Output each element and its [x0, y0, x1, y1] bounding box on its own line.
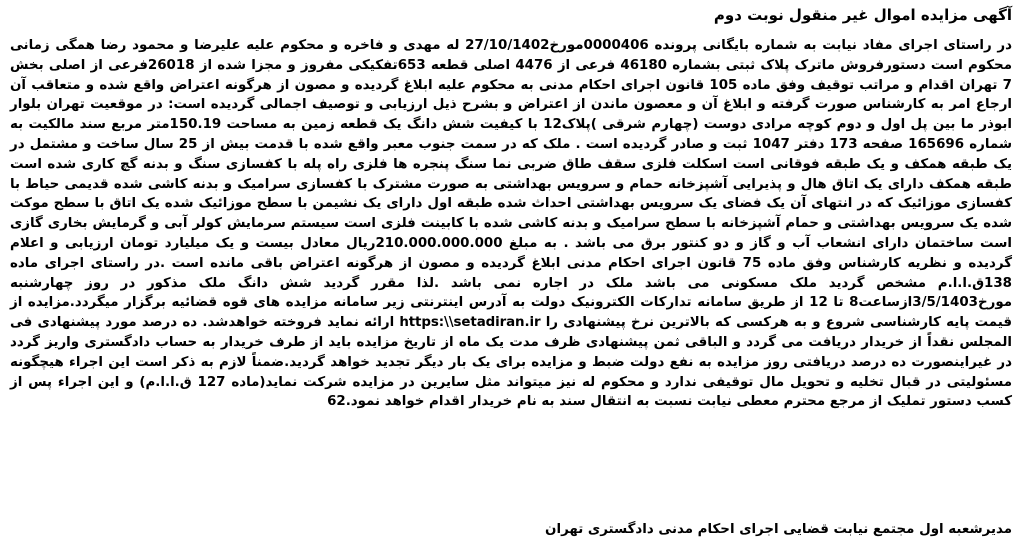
notice-title: آگهی مزایده اموال غیر منقول نوبت دوم [713, 6, 1012, 24]
notice-signature: مدیرشعبه اول مجتمع نیابت قضایی اجرای احکام مدنی دادگستری تهران [545, 522, 1012, 537]
auction-notice [8, 4, 1016, 546]
notice-body: در راستای اجرای مفاد نیابت به شماره بایگانی پرونده 0000406مورخ27/10/1402 له مهدی و فاخره و محکوم علیه علیرضا و محمود رضا همگی زمانی محکوم است دستورفروش ماترک پلاک ثبتی بشماره 46180 فرعی از 4476 اصلی قطعه 653تفکیکی مفروز و مجزا شده از 26018فرعی از اصلی بخش 7 تهران اقدام و مراتب توقیف وفق ماده 105 قانون اجرای احکام مدنی به محکوم علیه ابلاغ گردیده و مصون از هرگونه اعتراض واقع شده و متعاقب آن ارجاع امر به کارشناس صورت گرفته و ابلاغ آن و معصون ماندن از اعتراض و بشرح ذیل ارزیابی و توصیف اجمالی گردیده است: در موقعیت تهران بلوار ابوذر ما بین پل اول و دوم کوچه مرادی دوست (چهارم شرقی )پلاک12 با کیفیت شش دانگ یک قطعه زمین به مساحت 150.19متر مربع سند مالکیت به شماره 165696 صفحه 173 دفتر 1047 ثبت و صادر گردیده است . ملک که در سمت جنوب معبر واقع شده با قدمت بیش از 25 سال ساخت و مشتمل در یک طبقه همکف و یک طبقه فوقانی است اسکلت فلزی سقف طاق ضربی نما سنگ پنجره ها فلزی راه پله با کفسازی سنگ و بدنه گچ کاری شده است طبقه همکف دارای یک اتاق هال و پذیرایی آشپزخانه حمام و سرویس بهداشتی به صورت مشترک با کفسازی سرامیک و بدنه کاشی شده قدیمی حیاط با کفسازی موزائیک که در انتهای آن یک فضای یک سرویس بهداشتی احداث شده طبقه اول دارای یک نشیمن با سطح موزائیک شده یک اتاق با سطح موکت شده یک سرویس بهداشتی و حمام آشپزخانه با سطح سرامیک و بدنه کاشی شده با کابینت فلزی است سیستم سرمایش کولر آبی و گرمایش بخاری گازی است ساختمان دارای انشعاب آب و گاز و دو کنتور برق می باشد . به مبلغ 210.000.000.000ریال معادل بیست و یک میلیارد تومان ارزیابی و اعلام گردیده و نظریه کارشناس وفق ماده 75 قانون اجرای احکام مدنی ابلاغ گردیده و مصون از هرگونه اعتراض باقی مانده است .در راستای اجرای ماده 138ق.ا.ا.م مشخص گردید ملک مسکونی می باشد ملک در اجاره نمی باشد .لذا مقرر گردید شش دانگ ملک مذکور در روز چهارشنبه مورخ3/5/1403ازساعت8 تا 12 از طریق سامانه تدارکات الکترونیک دولت به آدرس اینترنتی زیر سامانه مزایده های قوه قضائیه برگزار میگردد.مزایده از قیمت پایه کارشناسی شروع و به هرکسی که بالاترین نرخ پیشنهادی را https:\\setadiran.ir ارائه نماید فروخته خواهدشد. ده درصد مورد پیشنهادی فی المجلس نقداً از خریدار دریافت می گردد و الباقی ثمن پیشنهادی ظرف مدت یک ماه از تاریخ مزایده باید از طرف خریدار به حساب دادگستری واریز گردد در غیراینصورت ده درصد دریافتی روز مزایده به نفع دولت ضبط و مزایده برای یک بار دیگر تجدید خواهد گردید.ضمناً لازم به ذکر است این اجراء هیچگونه مسئولیتی در قبال تخلیه و تحویل مال توقیفی ندارد و محکوم له نیز میتواند مثل سایرین در مزایده شرکت نماید(ماده 127 ق.ا.ا.م) و این اجراء پس از کسب دستور تملیک از مرجع محترم معطی نیابت نسبت به انتقال سند به نام خریدار اقدام خواهد نمود.62 [10, 38, 1013, 410]
